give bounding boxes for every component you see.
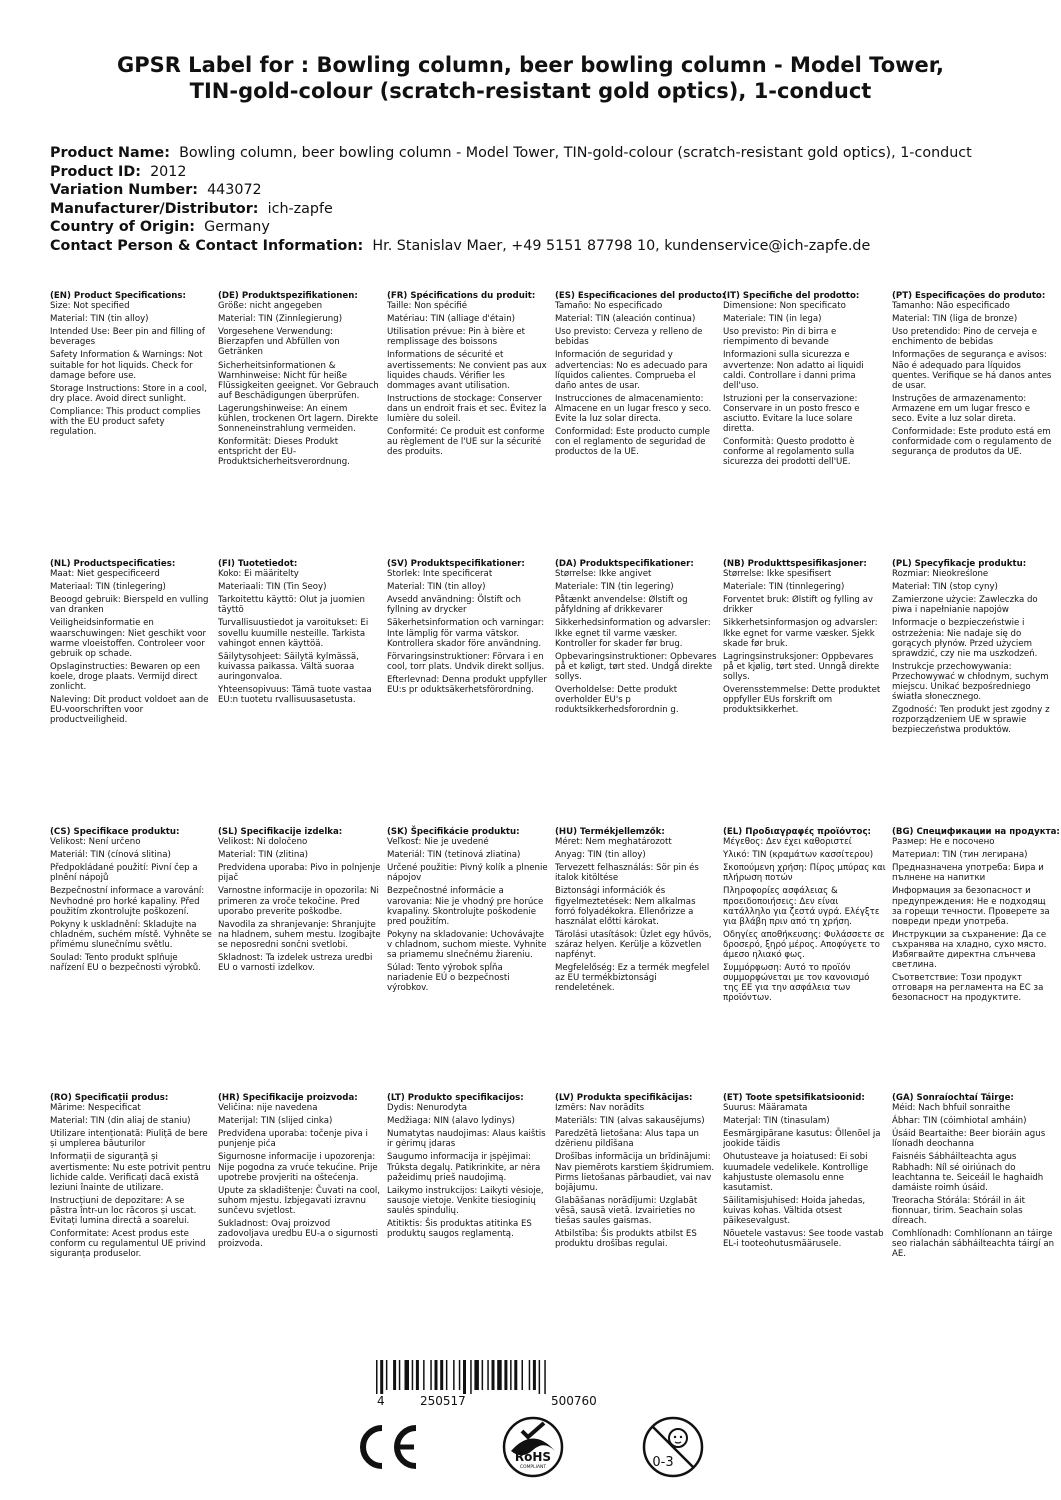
- spec-line: Instructions de stockage: Conserver dans un endroit frais et sec. Évitez la lumière du soleil.: [387, 393, 547, 425]
- barcode: [372, 1360, 622, 1394]
- spec-line: Instrucciones de almacenamiento: Almacene en un lugar fresco y seco. Evite la luz solar directa.: [555, 393, 712, 425]
- barcode-bar: [412, 1360, 414, 1390]
- barcode-bar: [514, 1360, 517, 1390]
- spec-heading: (NL) Productspecificaties:: [50, 559, 176, 569]
- spec-line: Méret: Nem meghatározott: [555, 837, 672, 848]
- spec-line: Intended Use: Beer pin and filling of beverages: [50, 327, 205, 348]
- barcode-bar: [544, 1360, 546, 1394]
- barcode-bar: [453, 1360, 455, 1390]
- product-info: [50, 144, 1040, 256]
- spec-line: Materjal: TIN (tinasulam): [723, 1116, 830, 1127]
- spec-line: Mărime: Nespecificat: [50, 1103, 141, 1114]
- spec-line: Informations de sécurité et avertissements: Ne convient pas aux liquides chauds. Vérifier les dommages avant utilisation.: [387, 350, 547, 391]
- barcode-bar: [522, 1360, 524, 1390]
- spec-block: [218, 827, 381, 976]
- spec-line: Storage Instructions: Store in a cool, dry place. Avoid direct sunlight.: [50, 383, 207, 404]
- spec-line: Soulad: Tento produkt splňuje nařízení EU o bezpečnosti výrobků.: [50, 953, 201, 974]
- spec-block: [555, 291, 726, 460]
- spec-line: Tamaño: No especificado: [555, 301, 663, 312]
- spec-line: Instrukcje przechowywania: Przechowywać w chłodnym, suchym miejscu. Unikać bezpośredniego światła słonecznego.: [892, 661, 1049, 703]
- spec-heading: (FR) Spécifications du produit:: [387, 291, 536, 301]
- spec-line: Compliance: This product complies with the EU product safety regulation.: [50, 406, 201, 438]
- spec-line: Úsáid Beartaithe: Beer bioráin agus líonadh deochanna: [892, 1129, 1046, 1150]
- spec-line: Saugumo informacija ir įspėjimai: Trūksta degalų. Patikrinkite, ar nėra pažeidimų prieš naudojimą.: [387, 1152, 541, 1183]
- spec-heading: (LT) Produkto specifikacijos:: [387, 1093, 524, 1103]
- spec-line: Zgodność: Ten produkt jest zgodny z rozporządzeniem UE w sprawie bezpieczeństwa produktów.: [892, 705, 1050, 736]
- spec-line: Skladnost: Ta izdelek ustreza uredbi EU o varnosti izdelkov.: [218, 953, 373, 974]
- barcode-bar: [416, 1360, 419, 1390]
- spec-heading: (SL) Specifikacije izdelka:: [218, 827, 343, 837]
- spec-heading: (FI) Tuotetiedot:: [218, 559, 298, 569]
- barcode-digit-left: 4: [377, 1394, 385, 1408]
- spec-line: Sikkerhetsinformasjon og advarsler: Ikke egnet for varme væsker. Sjekk skade før bruk.: [723, 618, 878, 649]
- spec-heading: (CS) Specifikace produktu:: [50, 827, 180, 837]
- spec-line: Materiale: TIN (in lega): [723, 314, 822, 325]
- spec-line: Istruzioni per la conservazione: Conservare in un posto fresco e asciutto. Evitare la luce solare diretta.: [723, 393, 860, 435]
- spec-line: Material: TIN (din aliaj de staniu): [50, 1116, 191, 1127]
- spec-line: Opslaginstructies: Bewaren op een koele, droge plaats. Vermijd direct zonlicht.: [50, 661, 201, 693]
- spec-line: Conformidad: Este producto cumple con el reglamento de seguridad de productos de la UE.: [555, 427, 710, 458]
- spec-line: Navodila za shranjevanje: Shranjujte na hladnem, suhem mestu. Izogibajte se neposredni sončni svetlobi.: [218, 919, 381, 950]
- spec-line: Veľkosť: Nie je uvedené: [387, 837, 489, 848]
- spec-line: Atbilstība: Šis produkts atbilst ES produktu drošības regulai.: [555, 1229, 697, 1250]
- spec-line: Инструкции за съхранение: Да се съхранява на хладно, сухо място. Избягвайте директна слънчева светлина.: [892, 929, 1047, 971]
- spec-line: Veiligheidsinformatie en waarschuwingen: Niet geschikt voor warme vloeistoffen. Controleer voor gebruik op schade.: [50, 618, 207, 659]
- spec-line: Информация за безопасност и предупреждения: Не е подходящ за горещи течности. Проверете за повреди преди употреба.: [892, 886, 1050, 927]
- spec-line: Material: TIN (zlitina): [218, 850, 308, 861]
- spec-block: [218, 291, 381, 471]
- spec-block: [723, 1093, 886, 1252]
- spec-line: Πληροφορίες ασφάλειας & προειδοποιήσεις: Δεν είναι κατάλληλο για ζεστά υγρά. Ελέγξτε για βλάβη πριν από τη χρήση.: [723, 886, 880, 927]
- barcode-bar: [510, 1360, 512, 1390]
- barcode-bar: [405, 1360, 410, 1390]
- spec-line: Materiál: TIN (tetinová zliatina): [387, 850, 521, 861]
- spec-line: Säkerhetsinformation och varningar: Inte lämplig för varma vätskor. Kontrollera skador före användning.: [387, 618, 545, 649]
- barcode-bar: [487, 1360, 489, 1390]
- spec-block: [892, 1093, 1055, 1262]
- spec-line: Biztonsági információk és figyelmeztetések: Nem alkalmas forró folyadékokra. Ellenőrizze a használat előtti károkat.: [555, 886, 696, 927]
- spec-line: Utilisation prévue: Pin à bière et remplissage des boissons: [387, 327, 525, 348]
- spec-line: Veličina: nije navedena: [218, 1103, 318, 1114]
- barcode-digits-mid: 250517: [420, 1394, 466, 1408]
- spec-line: Materiál: TIN (cínová slitina): [50, 850, 171, 861]
- spec-line: Faisnéis Sábháilteachta agus Rabhadh: Níl sé oiriúnach do leachtanna te. Seiceáil le haghaidh damáiste roimh úsáid.: [892, 1152, 1044, 1193]
- spec-line: Predviđena uporaba: točenje piva i punjenje pića: [218, 1129, 368, 1150]
- spec-line: Sicherheitsinformationen & Warnhinweise: Nicht für heiße Flüssigkeiten geeignet. Vor Gebrauch auf Beschädigungen überprüfen.: [218, 360, 379, 401]
- spec-line: Paredzētā lietošana: Alus tapa un dzērienu pildīšana: [555, 1129, 699, 1150]
- spec-line: Συμμόρφωση: Αυτό το προϊόν συμμορφώνεται με τον κανονισμό της ΕΕ για την ασφάλεια των προϊόντων.: [723, 963, 870, 1004]
- spec-line: Treoracha Stórála: Stóráil in áit fionnuar, tirim. Seachain solas díreach.: [892, 1195, 1025, 1227]
- spec-line: Předpokládané použití: Pivní čep a plnění nápojů: [50, 863, 198, 884]
- barcode-bar: [440, 1360, 443, 1390]
- spec-line: Υλικό: TIN (κραμάτων κασσίτερου): [723, 850, 874, 861]
- spec-line: Nõuetele vastavus: See toode vastab EL-i tooteohutusmäärusele.: [723, 1229, 884, 1250]
- spec-block: [892, 559, 1055, 739]
- barcode-bar: [463, 1360, 466, 1394]
- spec-line: Drošības informācija un brīdinājumi: Nav piemērots karstiem šķidrumiem. Pirms lietošanas pārbaudiet, vai nav bojājumu.: [555, 1152, 715, 1193]
- spec-line: Σκοπούμενη χρήση: Πίρος μπύρας και πλήρωση ποτών: [723, 863, 886, 884]
- spec-line: Comhlíonadh: Comhlíonann an táirge seo rialachán sábháilteachta táirgí an AE.: [892, 1229, 1055, 1260]
- spec-line: Storlek: Inte specificerat: [387, 569, 493, 580]
- spec-line: Informazioni sulla sicurezza e avvertenze: Non adatto ai liquidi caldi. Controllare i danni prima dell'uso.: [723, 350, 864, 391]
- spec-line: Dimensione: Non specificato: [723, 301, 846, 312]
- spec-line: Conformitate: Acest produs este conform cu regulamentul UE privind siguranța produselor.: [50, 1229, 206, 1260]
- product-info-row: [50, 163, 1040, 182]
- spec-block: [387, 291, 550, 460]
- spec-line: Material: TIN (aleación continua): [555, 314, 696, 325]
- product-info-row: [50, 218, 1040, 237]
- barcode-bar: [539, 1360, 541, 1394]
- spec-line: Instrucțiuni de depozitare: A se păstra într-un loc răcoros și uscat. Evitați lumina directă a soarelui.: [50, 1195, 197, 1227]
- barcode-bar: [446, 1360, 448, 1390]
- spec-line: Opbevaringsinstruktioner: Opbevares på et køligt, tørt sted. Undgå direkte sollys.: [555, 651, 717, 682]
- spec-line: Материал: TIN (тин легирана): [892, 850, 1028, 861]
- spec-block: [50, 827, 213, 976]
- age-warning-text: 0-3: [652, 1455, 674, 1470]
- product-info-value: Hr. Stanislav Maer, +49 5151 87798 10, kundenservice@ich-zapfe.de: [372, 237, 871, 254]
- spec-block: [723, 559, 886, 718]
- spec-line: Größe: nicht angegeben: [218, 301, 323, 312]
- spec-line: Taille: Non spécifié: [387, 301, 468, 312]
- product-info-value: Germany: [204, 219, 270, 236]
- spec-line: Materiāls: TIN (alvas sakausējums): [555, 1116, 705, 1127]
- barcode-bar: [435, 1360, 438, 1390]
- spec-line: Tárolási utasítások: Üzlet egy hűvös, száraz helyen. Kerülje a közvetlen napfényt.: [555, 929, 712, 961]
- spec-line: Efterlevnad: Denna produkt uppfyller EU:s pr oduktsäkerhetsförordning.: [387, 674, 547, 696]
- product-info-value: 443072: [207, 182, 262, 199]
- spec-line: Materiał: TIN (stop cyny): [892, 582, 998, 593]
- spec-line: Zamierzone użycie: Zawleczka do piwa i napełnianie napojów: [892, 595, 1038, 616]
- rohs-compliant-text: COMPLIANT: [519, 1465, 547, 1470]
- spec-line: Tarkoitettu käyttö: Olut ja juomien täyttö: [218, 595, 365, 616]
- spec-line: Numatytas naudojimas: Alaus kaištis ir gėrimų įdaras: [387, 1129, 546, 1150]
- spec-line: Μέγεθος: Δεν έχει καθοριστεί: [723, 837, 852, 848]
- spec-line: Beoogd gebruik: Bierspeld en vulling van dranken: [50, 595, 209, 616]
- spec-line: Material: TIN (liga de bronze): [892, 314, 1018, 325]
- spec-line: Safety Information & Warnings: Not suitable for hot liquids. Check for damage before use.: [50, 350, 203, 381]
- product-info-value: ich-zapfe: [267, 200, 333, 217]
- spec-line: Materiale: TIN (tinnlegering): [723, 582, 845, 593]
- barcode-bar: [533, 1360, 536, 1390]
- spec-line: Dydis: Nenurodyta: [387, 1103, 468, 1114]
- spec-line: Predvidena uporaba: Pivo in polnjenje pijač: [218, 863, 381, 884]
- spec-line: Lagringsinstruksjoner: Oppbevares på et kjølig, tørt sted. Unngå direkte sollys.: [723, 651, 880, 682]
- spec-block: [892, 827, 1060, 1007]
- spec-heading: (DA) Produktspecifikationer:: [555, 559, 694, 569]
- product-info-value: 2012: [150, 163, 187, 180]
- spec-line: Ohutusteave ja hoiatused: Ei sobi kuumadele vedelikele. Kontrollige kahjustuste olemasolu enne kasutamist.: [723, 1152, 869, 1193]
- spec-heading: (PL) Specyfikacje produktu:: [892, 559, 1027, 569]
- spec-heading: (BG) Спецификации на продукта:: [892, 827, 1060, 837]
- barcode-bar: [529, 1360, 531, 1390]
- compliance-marks: [0, 1414, 1061, 1500]
- barcode-bar: [430, 1360, 432, 1390]
- barcode-bar: [497, 1360, 502, 1390]
- spec-line: Materiaal: TIN (tinlegering): [50, 582, 166, 593]
- barcode-bar: [423, 1360, 425, 1390]
- barcode-bar: [504, 1360, 507, 1390]
- spec-line: Påtænkt anvendelse: Ølstift og påfyldning af drikkevarer: [555, 595, 688, 616]
- spec-line: Pokyny k uskladnění: Skladujte na chladném, suchém místě. Vyhněte se přímému slunečnímu světlu.: [50, 919, 212, 950]
- spec-line: Uso previsto: Pin di birra e riempimento di bevande: [723, 327, 837, 348]
- spec-line: Material: TIN (tin alloy): [50, 314, 149, 325]
- product-info-value: Bowling column, beer bowling column - Model Tower, TIN-gold-colour (scratch-resistant gold optics), 1-conduct: [179, 145, 972, 161]
- spec-heading: (RO) Specificații produs:: [50, 1093, 169, 1103]
- rohs-text: RoHS: [514, 1450, 552, 1464]
- product-info-key: Country of Origin:: [50, 219, 196, 236]
- product-info-key: Product ID:: [50, 163, 141, 180]
- product-info-row: [50, 181, 1040, 200]
- barcode-bar: [482, 1360, 484, 1390]
- spec-line: Materiaali: TIN (Tin Seoy): [218, 582, 327, 593]
- barcode-bar: [386, 1360, 388, 1390]
- spec-line: Sukladnost: Ovaj proizvod zadovoljava uredbu EU-a o sigurnosti proizvoda.: [218, 1219, 379, 1250]
- product-info-key: Variation Number:: [50, 182, 198, 199]
- spec-line: Tamanho: Não especificado: [892, 301, 1010, 312]
- spec-line: Konformität: Dieses Produkt entspricht der EU-Produktsicherheitsverordnung.: [218, 437, 350, 468]
- spec-line: Megfelelőség: Ez a termék megfelel az EU termékbiztonsági rendeletének.: [555, 963, 710, 994]
- barcode-bar: [380, 1360, 383, 1394]
- spec-heading: (NB) Produkttspesifikasjoner:: [723, 559, 867, 569]
- spec-block: [555, 827, 718, 996]
- spec-line: Velikost: Není určeno: [50, 837, 141, 848]
- spec-line: Förvaringsinstruktioner: Förvara i en cool, torr plats. Undvik direkt solljus.: [387, 651, 545, 672]
- spec-line: Informații de siguranță și avertismente: Nu este potrivit pentru lichide calde. Verificați dacă există leziuni înainte de utilizare.: [50, 1152, 211, 1193]
- spec-heading: (HR) Specifikacije proizvoda:: [218, 1093, 358, 1103]
- title-line-2: TIN-gold-colour (scratch-resistant gold optics), 1-conduct: [189, 79, 872, 103]
- spec-heading: (HU) Termékjellemzők:: [555, 827, 665, 837]
- rohs-compliant-icon: [500, 1414, 566, 1480]
- spec-block: [723, 827, 886, 1007]
- spec-heading: (ES) Especificaciones del producto:: [555, 291, 726, 301]
- spec-line: Turvallisuustiedot ja varoitukset: Ei sovellu kuumille nesteille. Tarkista vahingot ennen käyttöä.: [218, 618, 369, 649]
- barcode-bar: [459, 1360, 461, 1390]
- product-info-key: Product Name:: [50, 145, 170, 161]
- spec-line: Forventet bruk: Ølstift og fylling av drikker: [723, 595, 873, 616]
- spec-line: Säilitamisjuhised: Hoida jahedas, kuivas kohas. Vältida otsest päikesevalgust.: [723, 1195, 866, 1227]
- spec-line: Materiale: TIN (tin legering): [555, 582, 674, 593]
- spec-line: Glabāšanas norādījumi: Uzglabāt vēsā, sausā vietā. Izvairieties no tiešas saules gaismas.: [555, 1195, 698, 1227]
- spec-line: Съответствие: Този продукт отговаря на регламента на ЕС за безопасност на продуктите.: [892, 973, 1044, 1004]
- title-line-1: GPSR Label for : Bowling column, beer bowling column - Model Tower,: [116, 53, 945, 77]
- spec-line: Varnostne informacije in opozorila: Ni primeren za vroče tekočine. Pred uporabo preverite poškodbe.: [218, 886, 379, 917]
- spec-line: Informações de segurança e avisos: Não é adequado para líquidos quentes. Verifique se há danos antes de usar.: [892, 350, 1052, 391]
- spec-block: [218, 559, 381, 708]
- spec-heading: (GA) Sonraíochtaí Táirge:: [892, 1093, 1014, 1103]
- spec-block: [387, 1093, 550, 1242]
- spec-line: Ábhar: TIN (cóimhiotal amháin): [892, 1116, 1027, 1127]
- product-info-row: [50, 144, 1040, 163]
- product-info-key: Contact Person & Contact Information:: [50, 237, 364, 254]
- spec-line: Tervezett felhasználás: Sör pin és italok kitöltése: [555, 863, 699, 884]
- spec-line: Material: TIN (tin alloy): [387, 582, 486, 593]
- spec-line: Súlad: Tento výrobok spĺňa nariadenie EÚ o bezpečnosti výrobkov.: [387, 963, 510, 994]
- ce-mark-icon: [352, 1422, 424, 1472]
- spec-heading: (EN) Product Specifications:: [50, 291, 186, 301]
- spec-line: Yhteensopivuus: Tämä tuote vastaa EU:n tuotetu rvallisuusasetusta.: [218, 685, 372, 706]
- spec-line: Medžiaga: NIN (alavo lydinys): [387, 1116, 515, 1127]
- spec-line: Maat: Niet gespecificeerd: [50, 569, 160, 580]
- spec-line: Bezpečnostné informácie a varovania: Nie je vhodný pre horúce kvapaliny. Skontrolujte poškodenie pred použitím.: [387, 886, 544, 927]
- product-info-row: [50, 200, 1040, 219]
- spec-line: Предназначена употреба: Бира и пълнене на напитки: [892, 863, 1044, 884]
- spec-line: Atitiktis: Šis produktas atitinka ES produktų saugos reglamentą.: [387, 1219, 532, 1240]
- spec-line: Izmērs: Nav norādīts: [555, 1103, 645, 1114]
- barcode-bar: [474, 1360, 479, 1390]
- spec-line: Información de seguridad y advertencias: No es adecuado para líquidos calientes. Comprueba el daño antes de usar.: [555, 350, 708, 391]
- spec-line: Sikkerhedsinformation og advarsler: Ikke egnet til varme væsker. Kontroller for skader før brug.: [555, 618, 711, 649]
- barcode-bar: [470, 1360, 472, 1394]
- spec-block: [50, 291, 213, 440]
- spec-heading: (IT) Specifiche del prodotto:: [723, 291, 860, 301]
- spec-line: Upute za skladištenje: Čuvati na cool, suhom mjestu. Izbjegavati izravnu sunčevu svjetlost.: [218, 1185, 381, 1216]
- spec-line: Säilytysohjeet: Säilytä kylmässä, kuivassa paikassa. Vältä suoraa auringonvaloa.: [218, 651, 359, 682]
- spec-line: Koko: Ei määritelty: [218, 569, 299, 580]
- spec-heading: (SV) Produktspecifikationer:: [387, 559, 525, 569]
- spec-heading: (PT) Especificações do produto:: [892, 291, 1046, 301]
- spec-line: Avsedd användning: Ölstift och fyllning av drycker: [387, 595, 521, 616]
- spec-line: Størrelse: Ikke angivet: [555, 569, 652, 580]
- spec-line: Informacje o bezpieczeństwie i ostrzeżenia: Nie nadaje się do gorących płynów. Przed użyciem sprawdzić, czy nie ma uszkodzeń.: [892, 618, 1038, 659]
- spec-block: [387, 827, 550, 996]
- spec-block: [723, 291, 886, 471]
- spec-line: Material: TIN (Zinnlegierung): [218, 314, 343, 325]
- spec-block: [50, 1093, 213, 1262]
- spec-block: [892, 291, 1055, 460]
- spec-line: Naleving: Dit product voldoet aan de EU-voorschriften voor productveiligheid.: [50, 695, 209, 726]
- not-for-children-0-3-icon: [640, 1414, 706, 1480]
- spec-line: Velikost: Ni določeno: [218, 837, 308, 848]
- product-info-key: Manufacturer/Distributor:: [50, 200, 259, 217]
- barcode-bar: [399, 1360, 401, 1390]
- label-title: [40, 52, 1021, 104]
- spec-line: Размер: Не е посочено: [892, 837, 995, 848]
- spec-heading: (EL) Προδιαγραφές προϊόντος:: [723, 827, 871, 837]
- spec-line: Utilizare intenționată: Piuliță de bere și umplerea băuturilor: [50, 1129, 208, 1150]
- spec-line: Instruções de armazenamento: Armazene em um lugar fresco e seco. Evite a luz solar direta.: [892, 393, 1031, 425]
- spec-line: Matériau: TIN (alliage d'étain): [387, 314, 515, 325]
- product-info-row: [50, 237, 1040, 256]
- spec-heading: (LV) Produkta specifikācijas:: [555, 1093, 693, 1103]
- spec-line: Suurus: Määramata: [723, 1103, 808, 1114]
- spec-line: Bezpečnostní informace a varování: Nevhodné pro horké kapaliny. Před použitím zkontrolujte poškození.: [50, 886, 205, 917]
- spec-block: [555, 559, 718, 718]
- spec-line: Eesmärgipärane kasutus: Õllenõel ja jookide täidis: [723, 1129, 881, 1150]
- spec-block: [555, 1093, 718, 1252]
- spec-heading: (DE) Produktspezifikationen:: [218, 291, 358, 301]
- barcode-digits-right: 500760: [551, 1394, 597, 1408]
- spec-line: Οδηγίες αποθήκευσης: Φυλάσσετε σε δροσερό, ξηρό μέρος. Αποφύγετε το άμεσο ηλιακό φως.: [723, 929, 885, 961]
- spec-line: Overholdelse: Dette produkt overholder EU's p roduktsikkerhedsforordnin g.: [555, 685, 679, 716]
- spec-line: Laikymo instrukcijos: Laikyti vėsioje, sausoje vietoje. Venkite tiesioginių saulės spindulių.: [387, 1185, 544, 1216]
- barcode-bar: [376, 1360, 378, 1394]
- spec-heading: (ET) Toote spetsifikatsioonid:: [723, 1093, 865, 1103]
- spec-line: Anyag: TIN (tin alloy): [555, 850, 646, 861]
- spec-line: Materijal: TIN (slijed cinka): [218, 1116, 333, 1127]
- spec-line: Conformità: Questo prodotto è conforme al regolamento sulla sicurezza dei prodotti dell'UE.: [723, 437, 855, 468]
- spec-line: Uso pretendido: Pino de cerveja e enchimento de bebidas: [892, 327, 1038, 348]
- spec-line: Størrelse: Ikke spesifisert: [723, 569, 832, 580]
- spec-line: Pokyny na skladovanie: Uchovávajte v chladnom, suchom mieste. Vyhnite sa priamemu slnečnému žiareniu.: [387, 929, 547, 961]
- spec-heading: (SK) Špecifikácie produktu:: [387, 827, 520, 837]
- spec-line: Určené použitie: Pivný kolík a plnenie nápojov: [387, 863, 548, 884]
- spec-line: Overensstemmelse: Dette produktet oppfyller EUs forskrift om produktsikkerhet.: [723, 685, 881, 716]
- spec-line: Size: Not specified: [50, 301, 130, 312]
- barcode-bar: [393, 1360, 396, 1390]
- spec-line: Lagerungshinweise: An einem kühlen, trockenen Ort lagern. Direkte Sonneneinstrahlung vermeiden.: [218, 403, 379, 435]
- spec-line: Conformidade: Este produto está em conformidade com o regulamento de segurança de produtos da UE.: [892, 427, 1052, 458]
- spec-block: [218, 1093, 381, 1252]
- spec-block: [387, 559, 550, 698]
- spec-line: Vorgesehene Verwendung: Bierzapfen und Abfüllen von Getränken: [218, 327, 340, 358]
- spec-line: Uso previsto: Cerveza y relleno de bebidas: [555, 327, 703, 348]
- spec-line: Méid: Nach bhfuil sonraithe: [892, 1103, 1011, 1114]
- barcode-bar: [492, 1360, 495, 1390]
- spec-block: [50, 559, 213, 728]
- spec-line: Sigurnosne informacije i upozorenja: Nije pogodna za vruće tekućine. Prije upotrebe provjeriti na oštećenja.: [218, 1152, 378, 1183]
- spec-line: Conformité: Ce produit est conforme au règlement de l'UE sur la sécurité des produits.: [387, 427, 545, 458]
- spec-line: Rozmiar: Nieokreślone: [892, 569, 989, 580]
